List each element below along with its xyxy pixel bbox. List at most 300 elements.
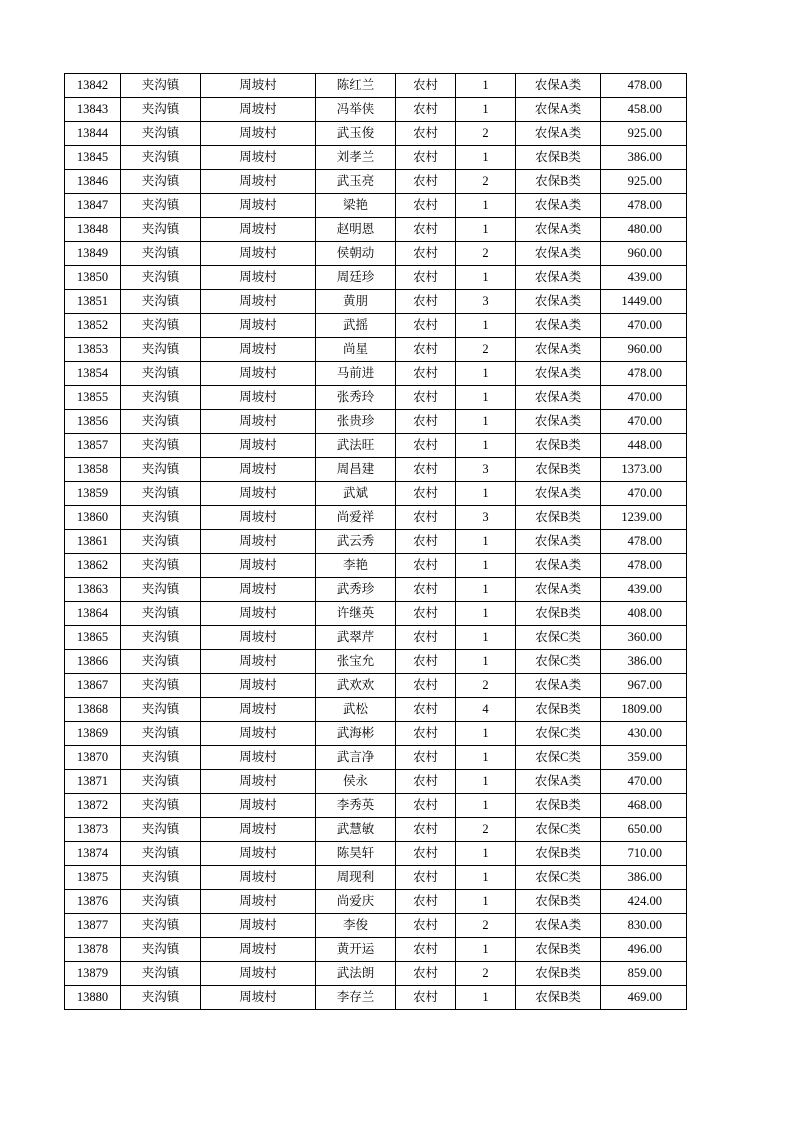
table-cell: 360.00 [601, 626, 687, 650]
table-cell: 周坡村 [201, 914, 316, 938]
table-cell: 张贵珍 [316, 410, 396, 434]
table-cell: 农保B类 [516, 434, 601, 458]
table-cell: 农保C类 [516, 650, 601, 674]
table-cell: 夹沟镇 [121, 122, 201, 146]
table-cell: 周坡村 [201, 602, 316, 626]
table-cell: 2 [456, 122, 516, 146]
table-cell: 458.00 [601, 98, 687, 122]
table-cell: 农村 [396, 650, 456, 674]
table-row [65, 530, 687, 554]
table-row [65, 746, 687, 770]
table-cell: 周坡村 [201, 386, 316, 410]
table-row [65, 506, 687, 530]
table-cell: 13842 [65, 74, 121, 98]
table-cell: 农村 [396, 98, 456, 122]
table-cell: 13872 [65, 794, 121, 818]
table-cell: 周坡村 [201, 170, 316, 194]
table-cell: 农保C类 [516, 818, 601, 842]
table-cell: 夹沟镇 [121, 410, 201, 434]
table-cell: 马前进 [316, 362, 396, 386]
table-cell: 尚爱祥 [316, 506, 396, 530]
table-row [65, 866, 687, 890]
table-cell: 农村 [396, 146, 456, 170]
table-row [65, 674, 687, 698]
table-cell: 夹沟镇 [121, 170, 201, 194]
table-cell: 960.00 [601, 242, 687, 266]
table-row [65, 962, 687, 986]
table-cell: 周坡村 [201, 986, 316, 1010]
table-cell: 13862 [65, 554, 121, 578]
table-cell: 夹沟镇 [121, 314, 201, 338]
table-cell: 13873 [65, 818, 121, 842]
table-cell: 农村 [396, 74, 456, 98]
table-cell: 农保A类 [516, 554, 601, 578]
table-cell: 周坡村 [201, 146, 316, 170]
table-cell: 农村 [396, 866, 456, 890]
table-cell: 1 [456, 986, 516, 1010]
table-cell: 13868 [65, 698, 121, 722]
table-cell: 13845 [65, 146, 121, 170]
table-row [65, 914, 687, 938]
table-cell: 尚爱庆 [316, 890, 396, 914]
table-cell: 周廷珍 [316, 266, 396, 290]
table-cell: 13869 [65, 722, 121, 746]
table-cell: 386.00 [601, 146, 687, 170]
table-cell: 农保B类 [516, 458, 601, 482]
table-cell: 周坡村 [201, 770, 316, 794]
table-cell: 农保B类 [516, 170, 601, 194]
table-cell: 13853 [65, 338, 121, 362]
table-cell: 周坡村 [201, 626, 316, 650]
table-cell: 478.00 [601, 74, 687, 98]
table-cell: 967.00 [601, 674, 687, 698]
table-row [65, 626, 687, 650]
table-cell: 农保B类 [516, 698, 601, 722]
table-cell: 农保A类 [516, 314, 601, 338]
table-row [65, 482, 687, 506]
table-cell: 夹沟镇 [121, 626, 201, 650]
table-cell: 1 [456, 386, 516, 410]
table-cell: 13844 [65, 122, 121, 146]
table-cell: 13846 [65, 170, 121, 194]
table-cell: 周坡村 [201, 530, 316, 554]
table-cell: 1 [456, 362, 516, 386]
table-cell: 武言净 [316, 746, 396, 770]
table-cell: 夹沟镇 [121, 770, 201, 794]
table-cell: 13849 [65, 242, 121, 266]
table-cell: 农保B类 [516, 794, 601, 818]
table-cell: 夹沟镇 [121, 818, 201, 842]
table-cell: 农村 [396, 434, 456, 458]
table-cell: 农村 [396, 794, 456, 818]
table-cell: 13858 [65, 458, 121, 482]
table-cell: 1 [456, 410, 516, 434]
table-cell: 13847 [65, 194, 121, 218]
table-cell: 农村 [396, 818, 456, 842]
table-cell: 1 [456, 770, 516, 794]
table-cell: 农村 [396, 362, 456, 386]
table-cell: 夹沟镇 [121, 602, 201, 626]
table-cell: 439.00 [601, 578, 687, 602]
table-cell: 农保B类 [516, 602, 601, 626]
table-cell: 478.00 [601, 530, 687, 554]
table-cell: 夹沟镇 [121, 74, 201, 98]
table-cell: 周坡村 [201, 554, 316, 578]
table-cell: 424.00 [601, 890, 687, 914]
table-cell: 430.00 [601, 722, 687, 746]
table-cell: 13850 [65, 266, 121, 290]
table-cell: 夹沟镇 [121, 482, 201, 506]
table-row [65, 410, 687, 434]
table-cell: 1 [456, 938, 516, 962]
table-cell: 13877 [65, 914, 121, 938]
table-cell: 农村 [396, 458, 456, 482]
table-row [65, 386, 687, 410]
table-cell: 李存兰 [316, 986, 396, 1010]
table-cell: 13856 [65, 410, 121, 434]
table-cell: 1 [456, 554, 516, 578]
table-cell: 农村 [396, 410, 456, 434]
table-cell: 470.00 [601, 410, 687, 434]
table-row [65, 890, 687, 914]
table-row [65, 458, 687, 482]
table-cell: 夹沟镇 [121, 914, 201, 938]
table-cell: 陈昊轩 [316, 842, 396, 866]
table-cell: 武云秀 [316, 530, 396, 554]
table-cell: 夹沟镇 [121, 530, 201, 554]
table-cell: 周坡村 [201, 866, 316, 890]
table-cell: 农村 [396, 914, 456, 938]
table-cell: 13854 [65, 362, 121, 386]
table-cell: 13863 [65, 578, 121, 602]
table-cell: 1 [456, 146, 516, 170]
table-cell: 13871 [65, 770, 121, 794]
table-cell: 周坡村 [201, 746, 316, 770]
table-cell: 农保A类 [516, 674, 601, 698]
table-row [65, 938, 687, 962]
table-cell: 尚星 [316, 338, 396, 362]
table-cell: 农保B类 [516, 146, 601, 170]
table-cell: 周坡村 [201, 98, 316, 122]
table-cell: 496.00 [601, 938, 687, 962]
spreadsheet-page [64, 73, 687, 1010]
table-cell: 13857 [65, 434, 121, 458]
table-cell: 周昌建 [316, 458, 396, 482]
table-cell: 13855 [65, 386, 121, 410]
table-cell: 农保B类 [516, 986, 601, 1010]
table-cell: 周坡村 [201, 266, 316, 290]
table-cell: 夹沟镇 [121, 554, 201, 578]
table-cell: 夹沟镇 [121, 674, 201, 698]
table-cell: 夹沟镇 [121, 146, 201, 170]
table-row [65, 362, 687, 386]
benefit-roster-table [64, 73, 687, 1010]
table-row [65, 122, 687, 146]
table-cell: 夹沟镇 [121, 98, 201, 122]
table-cell: 1 [456, 74, 516, 98]
table-cell: 夹沟镇 [121, 938, 201, 962]
table-cell: 农保A类 [516, 410, 601, 434]
table-cell: 周坡村 [201, 890, 316, 914]
table-cell: 359.00 [601, 746, 687, 770]
table-cell: 周坡村 [201, 122, 316, 146]
table-cell: 农保C类 [516, 626, 601, 650]
table-cell: 2 [456, 242, 516, 266]
table-cell: 1 [456, 842, 516, 866]
table-cell: 黄朋 [316, 290, 396, 314]
table-cell: 张宝允 [316, 650, 396, 674]
table-cell: 470.00 [601, 386, 687, 410]
table-cell: 1 [456, 578, 516, 602]
table-cell: 冯举侠 [316, 98, 396, 122]
table-cell: 2 [456, 914, 516, 938]
table-cell: 1 [456, 866, 516, 890]
table-cell: 农保C类 [516, 866, 601, 890]
table-cell: 650.00 [601, 818, 687, 842]
table-cell: 夹沟镇 [121, 890, 201, 914]
table-cell: 农保A类 [516, 338, 601, 362]
table-cell: 武海彬 [316, 722, 396, 746]
table-cell: 周坡村 [201, 434, 316, 458]
table-cell: 农保B类 [516, 842, 601, 866]
table-cell: 1 [456, 314, 516, 338]
table-cell: 夹沟镇 [121, 338, 201, 362]
table-row [65, 770, 687, 794]
table-cell: 农村 [396, 338, 456, 362]
table-cell: 夹沟镇 [121, 650, 201, 674]
table-cell: 农村 [396, 290, 456, 314]
table-cell: 农村 [396, 218, 456, 242]
table-cell: 2 [456, 962, 516, 986]
table-cell: 农村 [396, 962, 456, 986]
table-cell: 3 [456, 506, 516, 530]
table-cell: 2 [456, 818, 516, 842]
table-cell: 386.00 [601, 866, 687, 890]
table-cell: 农保A类 [516, 482, 601, 506]
table-row [65, 290, 687, 314]
table-cell: 1 [456, 722, 516, 746]
table-cell: 农保A类 [516, 218, 601, 242]
table-body [65, 74, 687, 1010]
table-cell: 1 [456, 98, 516, 122]
table-cell: 960.00 [601, 338, 687, 362]
table-cell: 周坡村 [201, 290, 316, 314]
table-cell: 农村 [396, 506, 456, 530]
table-cell: 农村 [396, 194, 456, 218]
table-cell: 13861 [65, 530, 121, 554]
table-row [65, 266, 687, 290]
table-cell: 13848 [65, 218, 121, 242]
table-cell: 1 [456, 890, 516, 914]
table-cell: 13843 [65, 98, 121, 122]
table-cell: 农村 [396, 722, 456, 746]
table-cell: 周坡村 [201, 578, 316, 602]
table-row [65, 314, 687, 338]
table-row [65, 338, 687, 362]
table-cell: 夹沟镇 [121, 434, 201, 458]
table-cell: 农村 [396, 698, 456, 722]
table-cell: 农村 [396, 386, 456, 410]
table-cell: 农保A类 [516, 98, 601, 122]
table-cell: 478.00 [601, 194, 687, 218]
table-cell: 农保C类 [516, 746, 601, 770]
table-cell: 周坡村 [201, 314, 316, 338]
table-cell: 农村 [396, 482, 456, 506]
table-cell: 478.00 [601, 554, 687, 578]
table-cell: 周坡村 [201, 218, 316, 242]
table-cell: 夹沟镇 [121, 242, 201, 266]
table-row [65, 434, 687, 458]
table-cell: 农村 [396, 122, 456, 146]
table-cell: 13867 [65, 674, 121, 698]
table-cell: 1809.00 [601, 698, 687, 722]
table-cell: 李俊 [316, 914, 396, 938]
table-cell: 13864 [65, 602, 121, 626]
table-row [65, 698, 687, 722]
table-cell: 农保A类 [516, 914, 601, 938]
table-row [65, 986, 687, 1010]
table-cell: 农村 [396, 242, 456, 266]
table-cell: 468.00 [601, 794, 687, 818]
table-cell: 469.00 [601, 986, 687, 1010]
table-cell: 1 [456, 218, 516, 242]
table-row [65, 98, 687, 122]
table-cell: 农保B类 [516, 890, 601, 914]
table-cell: 13859 [65, 482, 121, 506]
table-cell: 周坡村 [201, 362, 316, 386]
table-cell: 470.00 [601, 482, 687, 506]
table-cell: 武斌 [316, 482, 396, 506]
table-cell: 周坡村 [201, 410, 316, 434]
table-cell: 周坡村 [201, 650, 316, 674]
table-cell: 470.00 [601, 770, 687, 794]
table-cell: 1 [456, 266, 516, 290]
table-row [65, 146, 687, 170]
table-cell: 夹沟镇 [121, 386, 201, 410]
table-cell: 周坡村 [201, 506, 316, 530]
table-cell: 1 [456, 434, 516, 458]
table-cell: 武玉俊 [316, 122, 396, 146]
table-cell: 448.00 [601, 434, 687, 458]
table-cell: 农村 [396, 578, 456, 602]
table-cell: 周坡村 [201, 674, 316, 698]
table-cell: 1 [456, 626, 516, 650]
table-cell: 夹沟镇 [121, 986, 201, 1010]
table-cell: 农村 [396, 890, 456, 914]
table-cell: 夹沟镇 [121, 698, 201, 722]
table-cell: 13870 [65, 746, 121, 770]
table-cell: 夹沟镇 [121, 362, 201, 386]
table-cell: 周坡村 [201, 194, 316, 218]
table-cell: 农保A类 [516, 578, 601, 602]
table-cell: 1 [456, 194, 516, 218]
table-cell: 农村 [396, 842, 456, 866]
table-cell: 13860 [65, 506, 121, 530]
table-cell: 470.00 [601, 314, 687, 338]
table-row [65, 194, 687, 218]
table-cell: 周现利 [316, 866, 396, 890]
table-cell: 梁艳 [316, 194, 396, 218]
table-cell: 农村 [396, 770, 456, 794]
table-cell: 周坡村 [201, 794, 316, 818]
table-cell: 2 [456, 338, 516, 362]
table-row [65, 722, 687, 746]
table-cell: 13879 [65, 962, 121, 986]
table-cell: 478.00 [601, 362, 687, 386]
table-cell: 13880 [65, 986, 121, 1010]
table-cell: 农保A类 [516, 530, 601, 554]
table-cell: 周坡村 [201, 74, 316, 98]
table-cell: 武玉亮 [316, 170, 396, 194]
table-row [65, 74, 687, 98]
table-cell: 夹沟镇 [121, 266, 201, 290]
table-cell: 侯朝动 [316, 242, 396, 266]
table-cell: 夹沟镇 [121, 722, 201, 746]
table-cell: 农村 [396, 626, 456, 650]
table-cell: 武松 [316, 698, 396, 722]
table-cell: 农村 [396, 314, 456, 338]
table-cell: 武欢欢 [316, 674, 396, 698]
table-cell: 武翠芹 [316, 626, 396, 650]
table-cell: 夹沟镇 [121, 746, 201, 770]
table-cell: 农保B类 [516, 506, 601, 530]
table-row [65, 242, 687, 266]
table-cell: 480.00 [601, 218, 687, 242]
table-cell: 周坡村 [201, 338, 316, 362]
table-cell: 夹沟镇 [121, 194, 201, 218]
table-cell: 农村 [396, 266, 456, 290]
table-row [65, 578, 687, 602]
table-cell: 13851 [65, 290, 121, 314]
table-cell: 农保A类 [516, 122, 601, 146]
table-row [65, 170, 687, 194]
table-cell: 张秀玲 [316, 386, 396, 410]
table-cell: 李艳 [316, 554, 396, 578]
table-cell: 周坡村 [201, 242, 316, 266]
table-cell: 武慧敏 [316, 818, 396, 842]
table-cell: 13875 [65, 866, 121, 890]
table-cell: 农保A类 [516, 386, 601, 410]
table-cell: 1 [456, 794, 516, 818]
table-cell: 农保A类 [516, 242, 601, 266]
table-cell: 夹沟镇 [121, 218, 201, 242]
table-cell: 386.00 [601, 650, 687, 674]
table-cell: 夹沟镇 [121, 866, 201, 890]
table-cell: 1239.00 [601, 506, 687, 530]
table-cell: 925.00 [601, 170, 687, 194]
table-cell: 刘孝兰 [316, 146, 396, 170]
table-cell: 859.00 [601, 962, 687, 986]
table-cell: 武摇 [316, 314, 396, 338]
table-cell: 1373.00 [601, 458, 687, 482]
table-cell: 农村 [396, 986, 456, 1010]
table-cell: 农村 [396, 554, 456, 578]
table-cell: 陈红兰 [316, 74, 396, 98]
table-cell: 农保C类 [516, 722, 601, 746]
table-cell: 农村 [396, 602, 456, 626]
table-cell: 夹沟镇 [121, 506, 201, 530]
table-cell: 许继英 [316, 602, 396, 626]
table-cell: 周坡村 [201, 482, 316, 506]
table-cell: 农保A类 [516, 362, 601, 386]
table-cell: 周坡村 [201, 458, 316, 482]
table-cell: 2 [456, 674, 516, 698]
table-cell: 武秀珍 [316, 578, 396, 602]
table-cell: 周坡村 [201, 698, 316, 722]
table-cell: 925.00 [601, 122, 687, 146]
table-cell: 周坡村 [201, 938, 316, 962]
table-cell: 黄开运 [316, 938, 396, 962]
